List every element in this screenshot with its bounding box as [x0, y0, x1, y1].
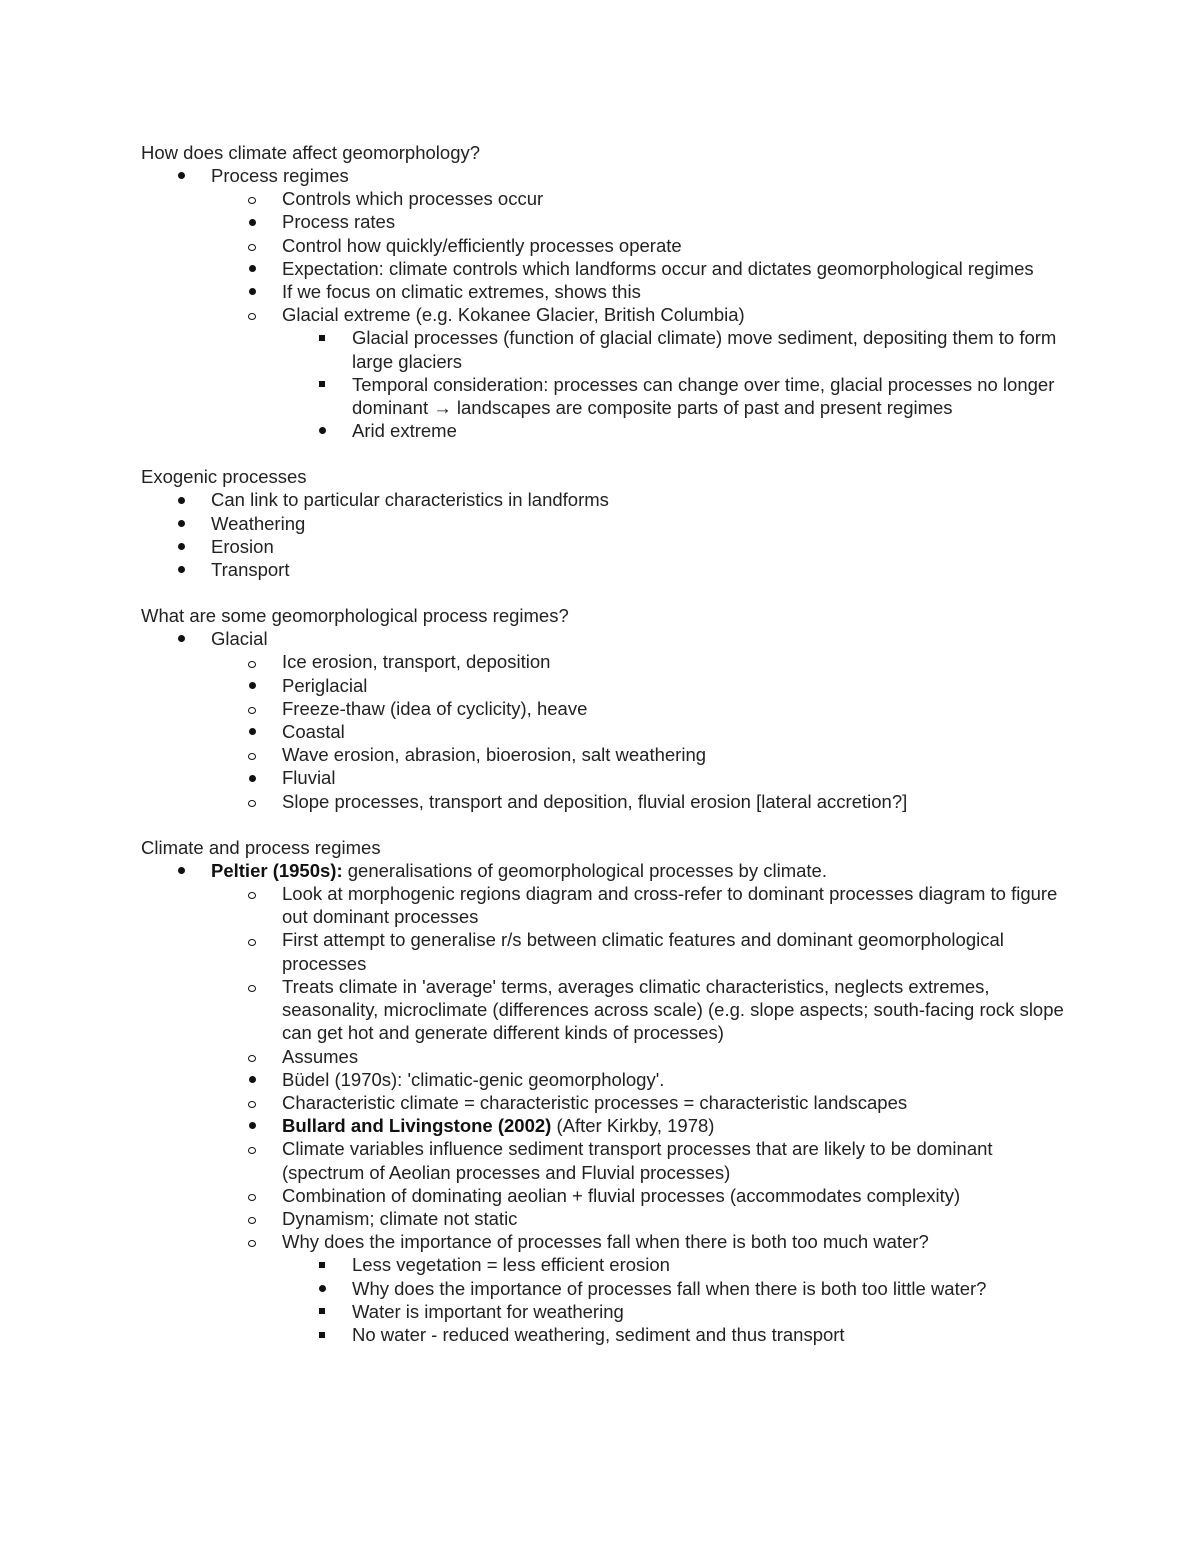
item-text: Characteristic climate = characteristic processes = characteristic landscapes — [282, 1091, 908, 1113]
list-item — [141, 1137, 1071, 1183]
list-item — [141, 1114, 1071, 1137]
list-item — [141, 419, 1071, 442]
section — [141, 605, 1071, 813]
item-text: Expectation: climate controls which landforms occur and dictates geomorphological regimes — [282, 257, 1034, 279]
list-item — [141, 164, 1071, 187]
item-text: Glacial — [211, 628, 268, 650]
section-heading: How does climate affect geomorphology? — [141, 142, 481, 163]
section — [141, 466, 1071, 581]
item-text: Transport — [211, 559, 290, 581]
list-item-text — [282, 1091, 1071, 1114]
list-item — [141, 1207, 1071, 1230]
item-text: Coastal — [282, 721, 345, 743]
circle-bullet-icon — [242, 1230, 262, 1253]
list-item — [141, 1253, 1071, 1276]
bullet-icon — [242, 766, 262, 789]
square-bullet-icon — [312, 1300, 332, 1323]
circle-bullet-icon — [242, 790, 262, 813]
item-text: Ice erosion, transport, deposition — [282, 651, 551, 673]
list-item-text — [282, 1068, 1071, 1091]
list-item-text — [282, 650, 1071, 673]
item-text: Wave erosion, abrasion, bioerosion, salt weathering — [282, 744, 707, 766]
bullet-icon — [171, 164, 191, 187]
item-text: Climate variables influence sediment transport processes that are likely to be dominant (spectrum of Aeolian processes and Fluvial processes) — [282, 1138, 993, 1183]
list-item-text — [352, 373, 1071, 419]
list-item-text — [352, 1277, 1071, 1300]
list-item-text — [282, 1207, 1071, 1230]
bullet-icon — [242, 1114, 262, 1137]
bold-citation: Bullard and Livingstone (2002) — [282, 1115, 552, 1137]
bullet-icon — [242, 280, 262, 303]
list-item-text — [282, 1045, 1071, 1068]
section-heading: Climate and process regimes — [141, 836, 381, 858]
square-bullet-icon — [312, 1323, 332, 1346]
item-text: Erosion — [211, 535, 274, 557]
item-text: Dynamism; climate not static — [282, 1207, 518, 1229]
bullet-icon — [171, 558, 191, 581]
item-text: Can link to particular characteristics in landforms — [211, 489, 609, 511]
list-item-text — [282, 674, 1071, 697]
item-text: First attempt to generalise r/s between climatic features and dominant geomorphological processes — [282, 929, 1004, 974]
item-text: (After Kirkby, 1978) — [551, 1115, 715, 1137]
list-item — [141, 697, 1071, 720]
item-text: Process regimes — [211, 165, 349, 186]
circle-bullet-icon — [242, 187, 262, 210]
list-item-text — [282, 975, 1071, 1045]
item-text: Fluvial — [282, 767, 336, 789]
list-item — [141, 1091, 1071, 1114]
list-item — [141, 650, 1071, 673]
list-item-text — [352, 1253, 1071, 1276]
section — [141, 142, 1071, 442]
item-text: Glacial processes (function of glacial climate) move sediment, depositing them to form large glaciers — [352, 327, 1057, 372]
square-bullet-icon — [312, 373, 332, 396]
list-item — [141, 257, 1071, 280]
item-text: Water is important for weathering — [352, 1300, 624, 1322]
bullet-icon — [312, 419, 332, 442]
list-item — [141, 558, 1071, 581]
list-item — [141, 1323, 1071, 1346]
list-item — [141, 1230, 1071, 1253]
list-item-text — [352, 419, 1071, 442]
item-text: generalisations of geomorphological processes by climate. — [342, 859, 827, 881]
list-item — [141, 790, 1071, 813]
list-item-text — [282, 303, 1071, 326]
item-text: No water - reduced weathering, sediment and thus transport — [352, 1323, 845, 1345]
section-heading: What are some geomorphological process regimes? — [141, 605, 569, 627]
list-item — [141, 975, 1071, 1045]
circle-bullet-icon — [242, 743, 262, 766]
list-item-text — [352, 1300, 1071, 1323]
list-item — [141, 1277, 1071, 1300]
list-item-text — [211, 558, 1071, 581]
list-item-text — [352, 326, 1071, 372]
circle-bullet-icon — [242, 1207, 262, 1230]
item-text: Treats climate in 'average' terms, averages climatic characteristics, neglects extremes, seasonality, microclimate (differences across scale) (e.g. slope aspects; south-facing rock slope can get hot and generate different kinds of processes) — [282, 975, 1064, 1044]
square-bullet-icon — [312, 326, 332, 349]
list-item-text — [282, 1184, 1071, 1207]
bullet-icon — [242, 674, 262, 697]
bullet-icon — [312, 1277, 332, 1300]
circle-bullet-icon — [242, 1045, 262, 1068]
list-item — [141, 535, 1071, 558]
item-text: Combination of dominating aeolian + fluvial processes (accommodates complexity) — [282, 1184, 961, 1206]
circle-bullet-icon — [242, 1184, 262, 1207]
item-text: Controls which processes occur — [282, 188, 544, 210]
bullet-icon — [242, 720, 262, 743]
list-item — [141, 720, 1071, 743]
item-text: If we focus on climatic extremes, shows this — [282, 281, 641, 303]
list-item-text — [211, 512, 1071, 535]
bullet-icon — [242, 210, 262, 233]
circle-bullet-icon — [242, 1137, 262, 1160]
section — [141, 837, 1071, 1346]
list-item-text — [282, 743, 1071, 766]
list-item-text — [211, 535, 1071, 558]
list-item-text — [282, 928, 1071, 974]
bullet-icon — [171, 535, 191, 558]
bullet-icon — [242, 257, 262, 280]
list-item — [141, 373, 1071, 419]
list-item — [141, 859, 1071, 882]
bullet-icon — [171, 859, 191, 882]
item-text: Slope processes, transport and deposition, fluvial erosion [lateral accretion?] — [282, 790, 908, 812]
list-item — [141, 743, 1071, 766]
bullet-icon — [171, 512, 191, 535]
list-item-text — [282, 697, 1071, 720]
item-text: Arid extreme — [352, 420, 457, 442]
square-bullet-icon — [312, 1253, 332, 1276]
bullet-icon — [242, 1068, 262, 1091]
bullet-icon — [171, 488, 191, 511]
list-item-text — [282, 280, 1071, 303]
list-item — [141, 1184, 1071, 1207]
list-item — [141, 280, 1071, 303]
list-item — [141, 674, 1071, 697]
list-item-text — [211, 164, 1071, 187]
list-item-text — [282, 257, 1071, 280]
item-text: Glacial extreme (e.g. Kokanee Glacier, British Columbia) — [282, 304, 745, 326]
item-text: Control how quickly/efficiently processes operate — [282, 234, 682, 256]
list-item — [141, 210, 1071, 233]
item-text: Process rates — [282, 211, 396, 233]
list-item-text — [282, 882, 1071, 928]
list-item-text — [282, 1230, 1071, 1253]
list-item-text — [352, 1323, 1071, 1346]
list-item-text — [211, 627, 1071, 650]
list-item — [141, 326, 1071, 372]
bold-citation: Peltier (1950s): — [211, 859, 343, 881]
list-item — [141, 187, 1071, 210]
list-item-text — [211, 859, 1071, 882]
list-item — [141, 234, 1071, 257]
list-item-text — [282, 1114, 1071, 1137]
list-item — [141, 928, 1071, 974]
list-item-text — [282, 234, 1071, 257]
circle-bullet-icon — [242, 1091, 262, 1114]
list-item — [141, 627, 1071, 650]
list-item-text — [282, 210, 1071, 233]
circle-bullet-icon — [242, 303, 262, 326]
bullet-icon — [171, 627, 191, 650]
list-item-text — [282, 766, 1071, 789]
item-text: Büdel (1970s): 'climatic-genic geomorphology'. — [282, 1068, 665, 1090]
circle-bullet-icon — [242, 650, 262, 673]
item-text: Periglacial — [282, 674, 368, 696]
item-text: Less vegetation = less efficient erosion — [352, 1254, 670, 1276]
list-item — [141, 1045, 1071, 1068]
item-text: Look at morphogenic regions diagram and cross-refer to dominant processes diagram to figure out dominant processes — [282, 883, 1058, 928]
section-heading: Exogenic processes — [141, 466, 307, 488]
list-item-text — [282, 187, 1071, 210]
document-body — [141, 142, 1071, 1370]
item-text: Weathering — [211, 512, 306, 534]
list-item — [141, 1068, 1071, 1091]
list-item-text — [282, 1137, 1071, 1183]
list-item-text — [282, 790, 1071, 813]
list-item — [141, 303, 1071, 326]
circle-bullet-icon — [242, 234, 262, 257]
item-text: Why does the importance of processes fall when there is both too little water? — [352, 1277, 987, 1299]
circle-bullet-icon — [242, 928, 262, 951]
item-text: Assumes — [282, 1045, 359, 1067]
list-item-text — [282, 720, 1071, 743]
circle-bullet-icon — [242, 882, 262, 905]
circle-bullet-icon — [242, 975, 262, 998]
list-item — [141, 882, 1071, 928]
circle-bullet-icon — [242, 697, 262, 720]
list-item — [141, 1300, 1071, 1323]
item-text: Temporal consideration: processes can change over time, glacial processes no longer dominant → landscapes are composite parts of past and present regimes — [352, 373, 1055, 419]
list-item — [141, 488, 1071, 511]
item-text: Why does the importance of processes fall when there is both too much water? — [282, 1231, 929, 1253]
item-text: Freeze-thaw (idea of cyclicity), heave — [282, 697, 588, 719]
list-item-text — [211, 488, 1071, 511]
list-item — [141, 512, 1071, 535]
list-item — [141, 766, 1071, 789]
